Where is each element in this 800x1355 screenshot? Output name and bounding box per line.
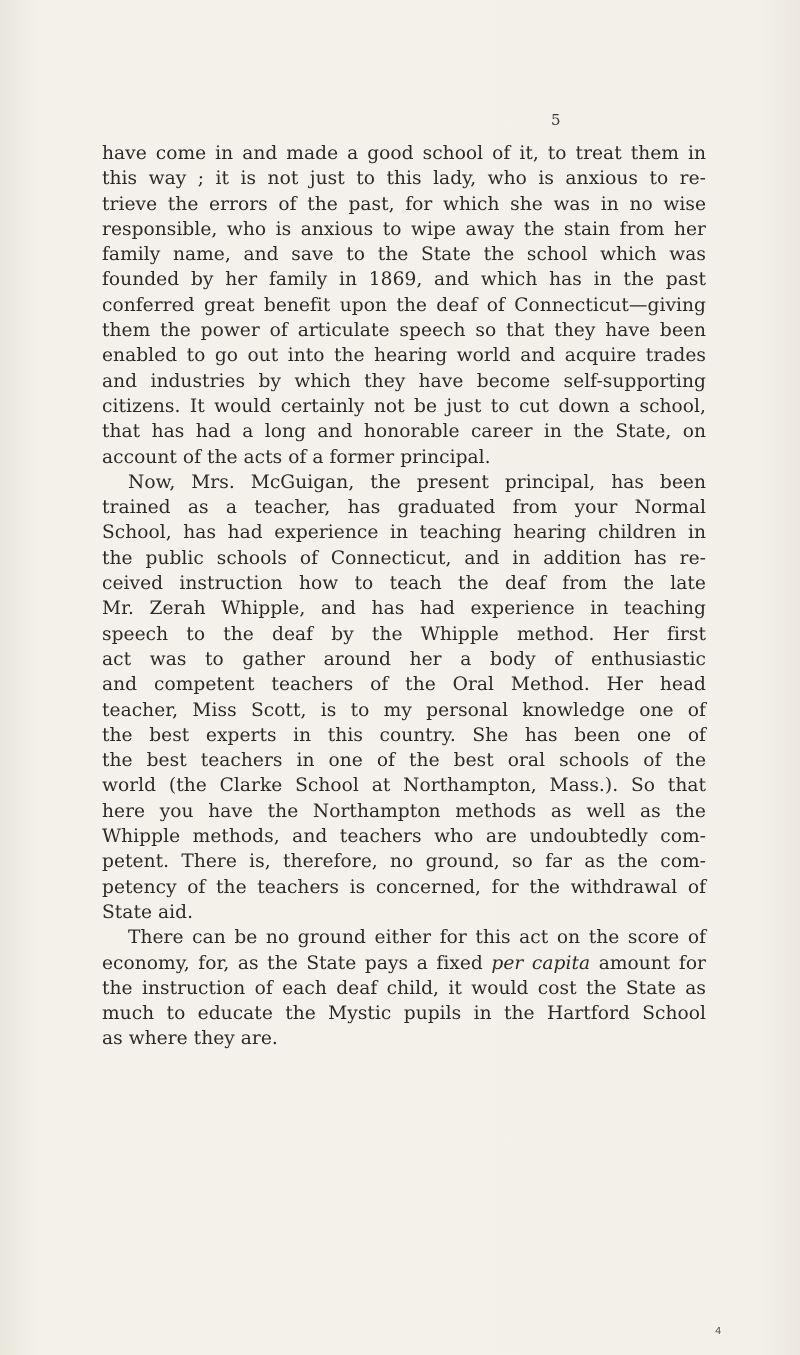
text-line: act was to gather around her a body of enthusiastic (102, 648, 706, 670)
text-line: enabled to go out into the hearing world and acquire trades (102, 345, 706, 367)
text-line: the best teachers in one of the best oral schools of the (102, 750, 706, 772)
text-line: Whipple methods, and teachers who are undoubtedly com- (102, 826, 706, 848)
text-line: family name, and save to the State the school which was (102, 244, 706, 266)
text-line: responsible, who is anxious to wipe away the stain from her (102, 218, 706, 240)
text-line: that has had a long and honorable career in the State, on (102, 421, 706, 443)
text-run: economy, for, as the State pays a fixed (102, 952, 492, 974)
text-line: and competent teachers of the Oral Method. Her head (102, 674, 706, 696)
page-number: 5 (551, 111, 561, 129)
text-run: amount for (590, 952, 706, 974)
text-line: founded by her family in 1869, and which has in the past (102, 269, 706, 291)
text-line: ceived instruction how to teach the deaf from the late (102, 573, 706, 595)
footer-mark: 4 (715, 1326, 722, 1337)
text-line: Mr. Zerah Whipple, and has had experience in teaching (102, 598, 706, 620)
text-line: citizens. It would certainly not be just to cut down a school, (102, 395, 706, 417)
text-line: speech to the deaf by the Whipple method. Her first (102, 623, 706, 645)
body-text (102, 141, 706, 1052)
text-line: them the power of articulate speech so that they have been (102, 320, 706, 342)
text-line: here you have the Northampton methods as well as the (102, 800, 706, 822)
text-line: much to educate the Mystic pupils in the Hartford School (102, 1003, 706, 1025)
text-line: conferred great benefit upon the deaf of Connecticut—giving (102, 294, 706, 316)
text-line (102, 951, 706, 976)
text-line: School, has had experience in teaching hearing children in (102, 522, 706, 544)
text-line: the best experts in this country. She has been one of (102, 724, 706, 746)
text-line: as where they are. (102, 1028, 278, 1050)
text-line: have come in and made a good school of it, to treat them in (102, 143, 706, 164)
text-line: the instruction of each deaf child, it would cost the State as (102, 977, 706, 999)
italic-phrase: per capita (491, 952, 591, 974)
text-line: trieve the errors of the past, for which she was in no wise (102, 193, 706, 215)
text-line: and industries by which they have become self-supporting (102, 370, 706, 392)
text-line: account of the acts of a former principal. (102, 446, 491, 468)
text-line: this way ; it is not just to this lady, who is anxious to re- (102, 168, 706, 190)
text-line: petent. There is, therefore, no ground, so far as the com- (102, 851, 706, 873)
text-line: Now, Mrs. McGuigan, the present principal, has been (128, 471, 706, 493)
text-line: petency of the teachers is concerned, for the withdrawal of (102, 876, 706, 898)
text-line: the public schools of Connecticut, and in addition has re- (102, 547, 706, 569)
text-line: There can be no ground either for this act on the score of (128, 927, 706, 949)
text-line: teacher, Miss Scott, is to my personal knowledge one of (102, 699, 706, 721)
text-line: trained as a teacher, has graduated from your Normal (102, 497, 706, 519)
text-line: State aid. (102, 901, 194, 923)
text-line: world (the Clarke School at Northampton, Mass.). So that (102, 775, 706, 797)
